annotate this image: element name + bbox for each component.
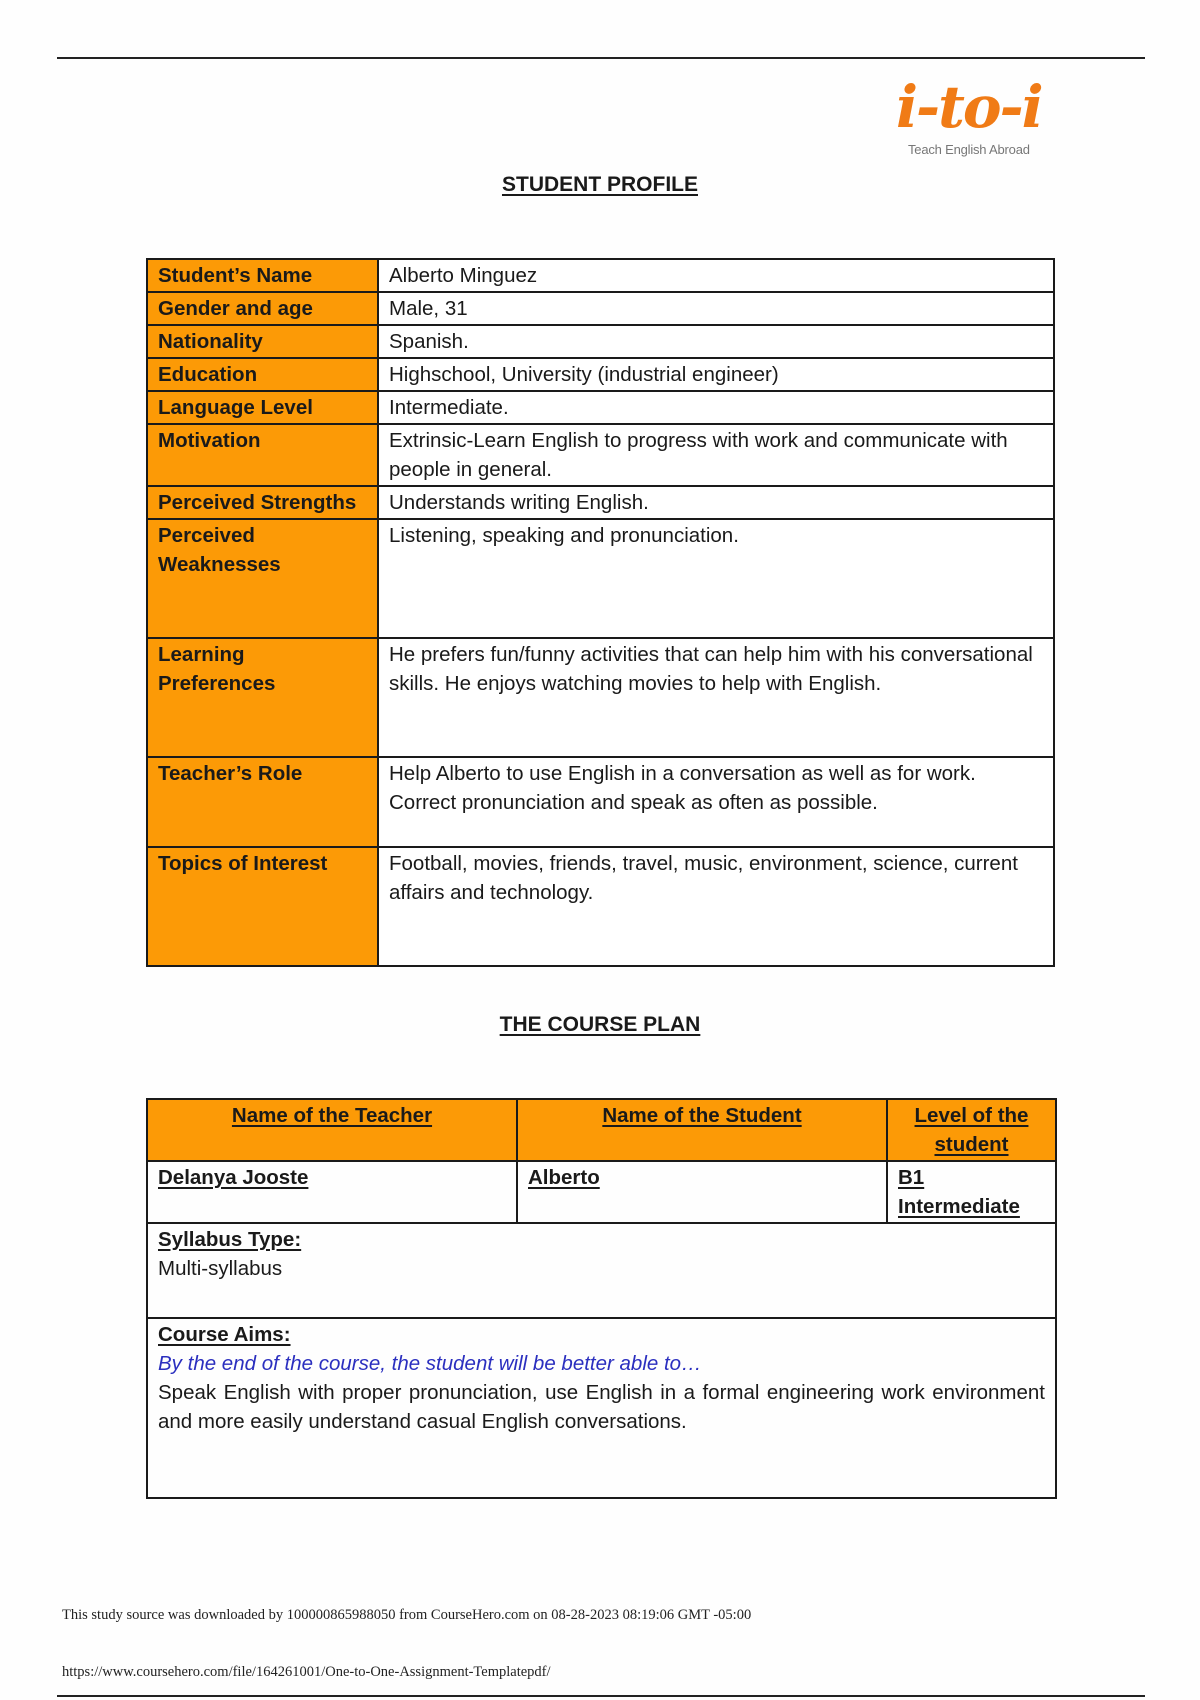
row-value: Football, movies, friends, travel, music, environment, science, current affairs and technology.: [378, 847, 1054, 966]
i-to-i-logo: [888, 73, 1068, 168]
aims-intro: By the end of the course, the student will be better able to…: [158, 1352, 702, 1375]
header-student: Name of the Student: [517, 1099, 887, 1161]
table-row: [147, 1161, 1056, 1223]
row-value: Highschool, University (industrial engineer): [378, 358, 1054, 391]
row-label: Perceived Strengths: [147, 486, 378, 519]
header-level: Level of the student: [887, 1099, 1056, 1161]
syllabus-value: Multi-syllabus: [158, 1257, 283, 1280]
bottom-rule: [57, 1695, 1145, 1697]
row-value: Male, 31: [378, 292, 1054, 325]
row-label: Perceived Weaknesses: [147, 519, 378, 638]
aims-label: Course Aims:: [158, 1323, 291, 1346]
table-row: [147, 259, 1054, 292]
aims-cell: [147, 1318, 1056, 1498]
source-url[interactable]: https://www.coursehero.com/file/164261001/One-to-One-Assignment-Templatepdf/: [62, 1664, 551, 1680]
table-row: [147, 358, 1054, 391]
row-label: Teacher’s Role: [147, 757, 378, 847]
table-row: [147, 424, 1054, 486]
aims-text: Speak English with proper pronunciation, use English in a formal engineering work environment and more easily understand casual English conversations.: [158, 1381, 1045, 1433]
header-teacher: Name of the Teacher: [147, 1099, 517, 1161]
row-value: Listening, speaking and pronunciation.: [378, 519, 1054, 638]
student-profile-table: [146, 258, 1055, 967]
table-row: [147, 1223, 1056, 1318]
row-value: Spanish.: [378, 325, 1054, 358]
row-value: Alberto Minguez: [378, 259, 1054, 292]
logo-tagline: Teach English Abroad: [908, 142, 1030, 157]
table-row: [147, 1099, 1056, 1161]
logo-wordmark: i-to-i: [896, 73, 1042, 141]
row-value: Extrinsic-Learn English to progress with work and communicate with people in general.: [378, 424, 1054, 486]
top-rule: [57, 57, 1145, 59]
row-value: Understands writing English.: [378, 486, 1054, 519]
table-row: [147, 1318, 1056, 1498]
row-value: He prefers fun/funny activities that can help him with his conversational skills. He enjoys watching movies to help with English.: [378, 638, 1054, 757]
download-note: This study source was downloaded by 100000865988050 from CourseHero.com on 08-28-2023 08:19:06 GMT -05:00: [62, 1607, 752, 1623]
row-label: Language Level: [147, 391, 378, 424]
row-label: Gender and age: [147, 292, 378, 325]
row-label: Learning Preferences: [147, 638, 378, 757]
student-level: B1 Intermediate: [887, 1161, 1056, 1223]
row-label: Motivation: [147, 424, 378, 486]
row-value: Intermediate.: [378, 391, 1054, 424]
course-plan-title: THE COURSE PLAN: [499, 1013, 701, 1036]
table-row: [147, 292, 1054, 325]
course-plan-table: [146, 1098, 1057, 1499]
row-value: Help Alberto to use English in a conversation as well as for work. Correct pronunciation and speak as often as possible.: [378, 757, 1054, 847]
syllabus-cell: [147, 1223, 1056, 1318]
student-profile-title: STUDENT PROFILE: [501, 173, 698, 196]
student-name: Alberto: [517, 1161, 887, 1223]
table-row: [147, 391, 1054, 424]
row-label: Topics of Interest: [147, 847, 378, 966]
table-row: [147, 325, 1054, 358]
syllabus-label: Syllabus Type:: [158, 1228, 302, 1251]
table-row: [147, 486, 1054, 519]
row-label: Nationality: [147, 325, 378, 358]
table-row: [147, 847, 1054, 966]
row-label: Student’s Name: [147, 259, 378, 292]
table-row: [147, 519, 1054, 638]
teacher-name: Delanya Jooste: [147, 1161, 517, 1223]
table-row: [147, 638, 1054, 757]
row-label: Education: [147, 358, 378, 391]
table-row: [147, 757, 1054, 847]
